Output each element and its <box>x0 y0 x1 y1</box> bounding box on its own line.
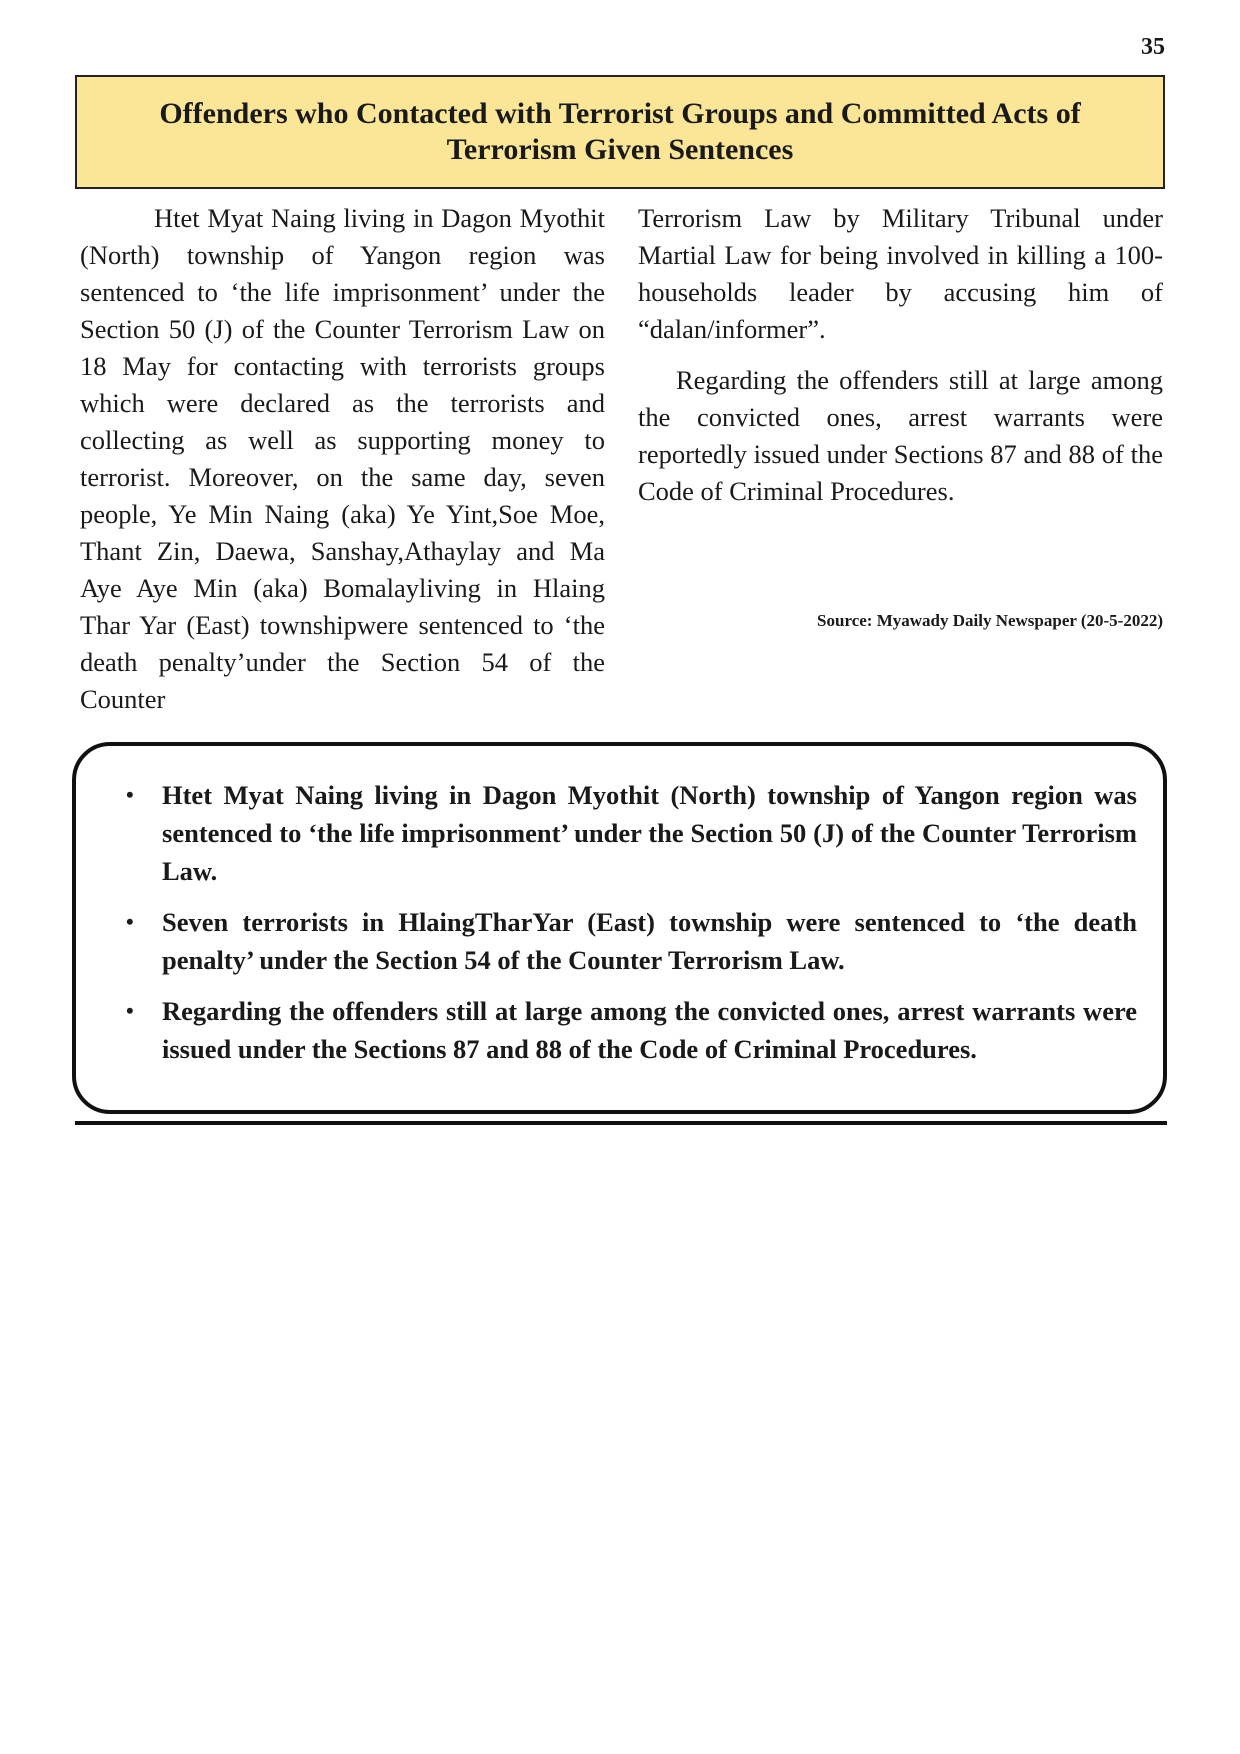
source-citation: Source: Myawady Daily Newspaper (20-5-2022) <box>817 611 1163 630</box>
summary-list <box>126 776 1137 1068</box>
summary-item <box>126 903 1137 979</box>
page-number: 35 <box>1141 34 1165 60</box>
article-column-right <box>638 200 1163 718</box>
summary-item-text: Seven terrorists in HlaingTharYar (East) township were sentenced to ‘the death penalty’ under the Section 54 of the Counter Terrorism Law. <box>162 907 1137 975</box>
bottom-divider <box>75 1121 1167 1125</box>
article-body <box>80 200 1163 718</box>
page-title: Offenders who Contacted with Terrorist Groups and Committed Acts of Terrorism Given Sentences <box>159 97 1081 166</box>
bullet-icon: • <box>126 782 134 807</box>
summary-item-text: Htet Myat Naing living in Dagon Myothit (North) township of Yangon region was sentenced to ‘the life imprisonment’ under the Section 50 (J) of the Counter Terrorism Law. <box>162 780 1137 886</box>
bullet-icon: • <box>126 909 134 934</box>
article-paragraph: Htet Myat Naing living in Dagon Myothit (North) township of Yangon region was sentenced to ‘the life imprisonment’ under the Section 50 (J) of the Counter Terrorism Law on 18 May for contacting with terrorists groups which were declared as the terrorists and collecting as well as supporting money to terrorist. Moreover, on the same day, seven people, Ye Min Naing (aka) Ye Yint,Soe Moe, Thant Zin, Daewa, Sanshay,Athaylay and Ma Aye Aye Min (aka) Bomalayliving in Hlaing Thar Yar (East) townshipwere sentenced to ‘the death penalty’under the Section 54 of the Counter <box>80 203 605 714</box>
bullet-icon: • <box>126 998 134 1023</box>
summary-box <box>72 742 1167 1114</box>
title-banner <box>75 75 1165 189</box>
summary-item <box>126 776 1137 890</box>
summary-item-text: Regarding the offenders still at large among the convicted ones, arrest warrants were issued under the Sections 87 and 88 of the Code of Criminal Procedures. <box>162 996 1137 1064</box>
article-paragraph-continued: Terrorism Law by Military Tribunal under Martial Law for being involved in killing a 100-households leader by accusing him of “dalan/informer”. <box>638 203 1163 344</box>
summary-item <box>126 992 1137 1068</box>
article-column-left <box>80 200 605 718</box>
article-paragraph-warrants: Regarding the offenders still at large among the convicted ones, arrest warrants were reportedly issued under Sections 87 and 88 of the Code of Criminal Procedures. <box>638 365 1163 506</box>
